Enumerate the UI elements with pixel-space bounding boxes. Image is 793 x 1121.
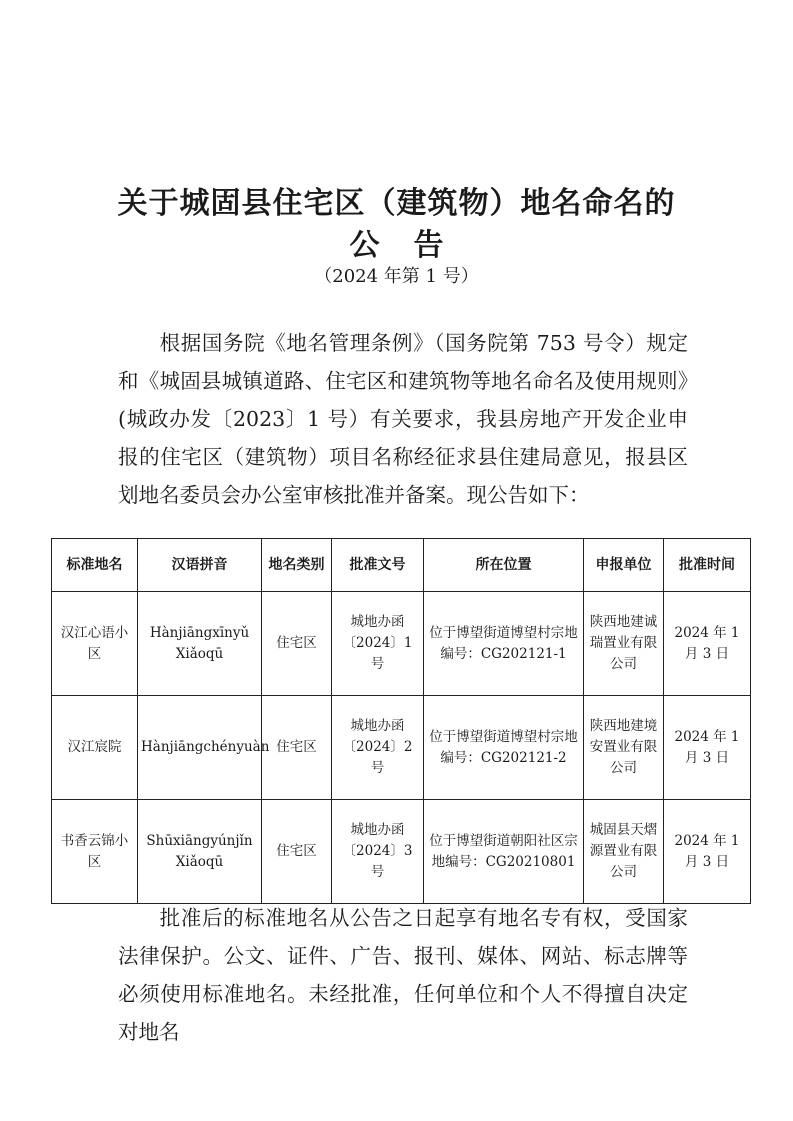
cell-pinyin: Hànjiāngchényuàn — [138, 696, 262, 800]
cell-approval-no: 城地办函〔2024〕1 号 — [332, 592, 424, 696]
cell-location: 位于博望街道朝阳社区宗地编号：CG20210801 — [424, 800, 584, 904]
header-category: 地名类别 — [262, 539, 332, 592]
closing-paragraph — [118, 899, 688, 1051]
table-header-row — [52, 539, 751, 592]
intro-paragraph — [118, 324, 688, 514]
place-name-table — [51, 538, 751, 904]
header-pinyin: 汉语拼音 — [138, 539, 262, 592]
cell-approval-no: 城地办函〔2024〕2 号 — [332, 696, 424, 800]
cell-approval-date: 2024 年 1 月 3 日 — [664, 800, 751, 904]
table-row — [52, 800, 751, 904]
header-standard-name: 标准地名 — [52, 539, 138, 592]
cell-standard-name: 书香云锦小区 — [52, 800, 138, 904]
cell-category: 住宅区 — [262, 800, 332, 904]
cell-location: 位于博望街道博望村宗地编号：CG202121-1 — [424, 592, 584, 696]
cell-approval-no: 城地办函〔2024〕3 号 — [332, 800, 424, 904]
table-row — [52, 696, 751, 800]
cell-approval-date: 2024 年 1 月 3 日 — [664, 696, 751, 800]
cell-applicant: 陕西地建境安置业有限公司 — [584, 696, 664, 800]
cell-category: 住宅区 — [262, 696, 332, 800]
cell-applicant: 陕西地建诚瑞置业有限公司 — [584, 592, 664, 696]
notice-title-announcement: 公告 — [349, 228, 478, 263]
notice-title: 关于城固县住宅区（建筑物）地名命名的 — [117, 186, 676, 221]
table-row — [52, 592, 751, 696]
cell-standard-name: 汉江宸院 — [52, 696, 138, 800]
cell-pinyin: Hànjiāngxīnyǔ Xiǎoqū — [138, 592, 262, 696]
intro-text: 根据国务院《地名管理条例》（国务院第 753 号令）规定和《城固县城镇道路、住宅区和建筑物等地名命名及使用规则》(城政办发〔2023〕1 号）有关要求，我县房地产开发企业申报的住宅区（建筑物）项目名称经征求县住建局意见，报县区划地名委员会办公室审核批准并备案。现公告如下： — [118, 331, 688, 507]
cell-approval-date: 2024 年 1 月 3 日 — [664, 592, 751, 696]
header-approval-no: 批准文号 — [332, 539, 424, 592]
header-location: 所在位置 — [424, 539, 584, 592]
cell-pinyin: Shūxiāngyúnjǐn Xiǎoqū — [138, 800, 262, 904]
document-number: （2024 年第 1 号） — [314, 266, 479, 287]
closing-text: 批准后的标准地名从公告之日起享有地名专有权，受国家法律保护。公文、证件、广告、报刊、媒体、网站、标志牌等必须使用标准地名。未经批准，任何单位和个人不得擅自决定对地名 — [118, 906, 688, 1044]
cell-applicant: 城固县天熠源置业有限公司 — [584, 800, 664, 904]
cell-category: 住宅区 — [262, 592, 332, 696]
cell-standard-name: 汉江心语小区 — [52, 592, 138, 696]
header-applicant: 申报单位 — [584, 539, 664, 592]
cell-location: 位于博望街道博望村宗地编号：CG202121-2 — [424, 696, 584, 800]
header-approval-date: 批准时间 — [664, 539, 751, 592]
